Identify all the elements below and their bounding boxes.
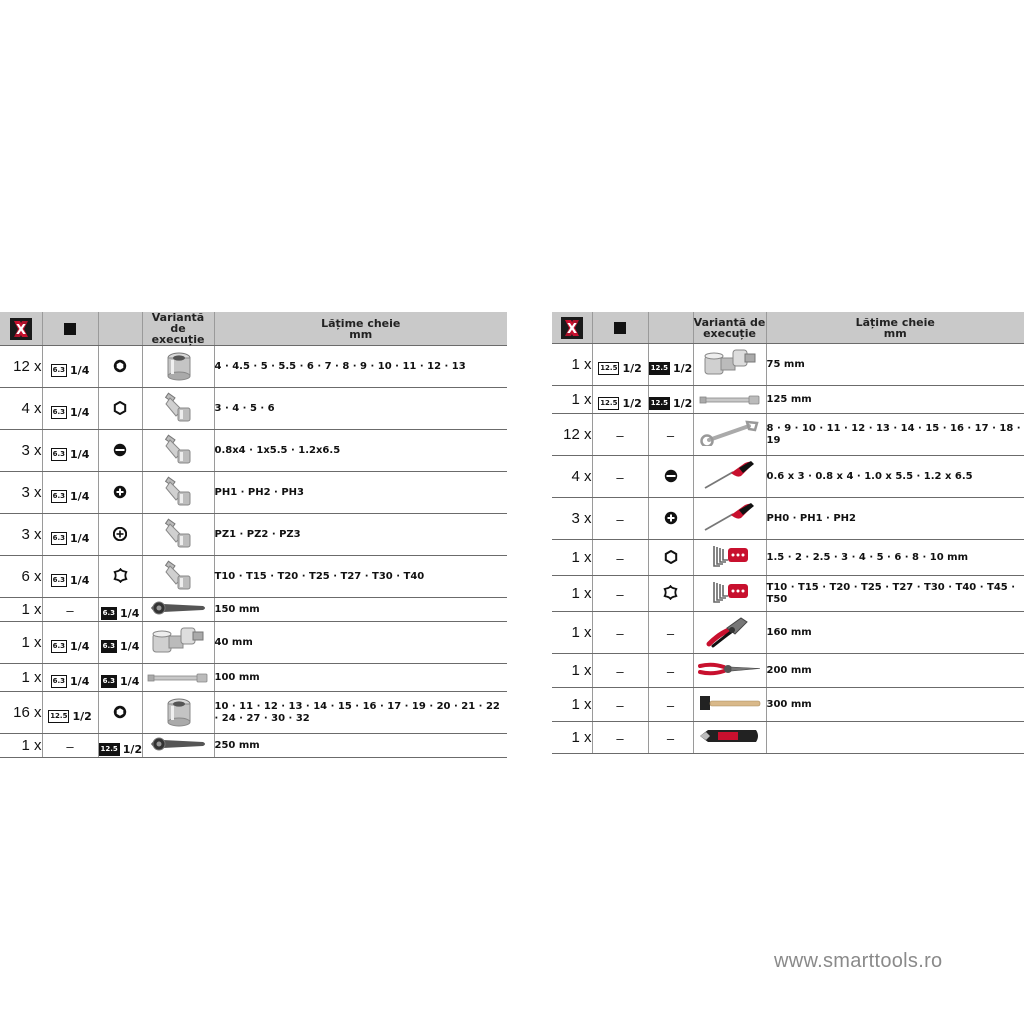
- phillips-icon: [113, 484, 127, 503]
- tip-cell: [648, 456, 693, 498]
- table-row: [552, 414, 1024, 456]
- size-spec: 125 mm: [766, 386, 1024, 414]
- bit-socket-icon: [158, 474, 198, 512]
- drive-fraction: 1/2: [622, 361, 642, 375]
- quantity: 1 x: [552, 654, 592, 688]
- tool-image-cell: [142, 692, 214, 734]
- drive-fraction: 1/4: [70, 447, 90, 461]
- size-spec: [766, 722, 1024, 754]
- drive-size-badge: [51, 640, 90, 653]
- hex-ring-icon: [664, 549, 678, 568]
- table-row: [552, 540, 1024, 576]
- table-row: [0, 556, 507, 598]
- header-width: [766, 312, 1024, 344]
- tool-image-cell: [142, 472, 214, 514]
- drive-size-value: 6.3: [51, 406, 67, 419]
- drive-size-value: 12.5: [598, 362, 619, 375]
- drive-cell: [42, 622, 98, 664]
- quantity: 12 x: [0, 346, 42, 388]
- quantity: 1 x: [552, 540, 592, 576]
- square-drive-icon: [614, 322, 626, 334]
- drive-size-value: 6.3: [51, 490, 67, 503]
- drive-size-badge: [51, 675, 90, 688]
- drive-cell: [42, 734, 98, 758]
- table-row: [0, 692, 507, 734]
- drive-size-badge: [51, 574, 90, 587]
- size-spec: 300 mm: [766, 688, 1024, 722]
- tool-image-cell: [693, 612, 766, 654]
- table-row: [552, 722, 1024, 754]
- table-row: [552, 688, 1024, 722]
- hex-socket-icon: [113, 358, 127, 377]
- drive-cell: [42, 346, 98, 388]
- header-empty-cell: [98, 312, 142, 346]
- tip-cell: [98, 734, 142, 758]
- tip-cell: [98, 430, 142, 472]
- brand-x-logo-icon: [561, 317, 583, 339]
- table-row: [0, 664, 507, 692]
- drive-size-badge: [51, 406, 90, 419]
- drive-size-value: 6.3: [101, 607, 117, 620]
- tip-cell: [98, 346, 142, 388]
- drive-size-value: 6.3: [101, 675, 117, 688]
- drive-size-badge: [51, 364, 90, 377]
- header-width: [214, 312, 507, 346]
- tip-cell: [98, 472, 142, 514]
- quantity: 1 x: [552, 722, 592, 754]
- drive-cell: [592, 414, 648, 456]
- size-spec: PH1 · PH2 · PH3: [214, 472, 507, 514]
- size-spec: 250 mm: [214, 734, 507, 758]
- drive-cell: [42, 388, 98, 430]
- ratchet-icon: [147, 735, 209, 757]
- universal-joint-icon: [701, 346, 759, 384]
- tip-cell: [648, 688, 693, 722]
- tool-image-cell: [693, 498, 766, 540]
- hex-socket-icon: [113, 704, 127, 723]
- tool-image-cell: [693, 386, 766, 414]
- drive-fraction: 1/4: [120, 639, 140, 653]
- drive-size-value: 12.5: [598, 397, 619, 410]
- pozidriv-icon: [113, 526, 127, 545]
- size-spec: PZ1 · PZ2 · PZ3: [214, 514, 507, 556]
- tool-image-cell: [693, 688, 766, 722]
- size-spec: 8 · 9 · 10 · 11 · 12 · 13 · 14 · 15 · 16 · 17 · 18 · 19: [766, 414, 1024, 456]
- drive-cell: [42, 692, 98, 734]
- drive-fraction: 1/4: [70, 489, 90, 503]
- extension-bar-icon: [147, 669, 209, 688]
- drive-size-badge: [51, 448, 90, 461]
- tip-cell: [648, 386, 693, 414]
- square-drive-icon: [64, 323, 76, 335]
- quantity: 1 x: [552, 688, 592, 722]
- size-spec: 150 mm: [214, 598, 507, 622]
- slotted-icon: [113, 442, 127, 461]
- screwdriver-icon: [699, 458, 761, 496]
- tip-cell: [98, 598, 142, 622]
- table-row: [552, 498, 1024, 540]
- empty-dash: –: [66, 739, 74, 754]
- quantity: 1 x: [552, 576, 592, 612]
- tip-cell: [648, 612, 693, 654]
- drive-cell: [592, 612, 648, 654]
- empty-dash: –: [616, 551, 624, 566]
- drive-cell: [42, 472, 98, 514]
- drive-cell: [42, 514, 98, 556]
- tip-cell: [648, 722, 693, 754]
- drive-size-badge-filled: [101, 607, 140, 620]
- drive-fraction: 1/4: [120, 606, 140, 620]
- tool-image-cell: [142, 622, 214, 664]
- drive-size-badge-filled: [101, 675, 140, 688]
- quantity: 1 x: [0, 664, 42, 692]
- size-spec: 0.8x4 · 1x5.5 · 1.2x6.5: [214, 430, 507, 472]
- drive-fraction: 1/4: [70, 639, 90, 653]
- tool-image-cell: [142, 514, 214, 556]
- table-row: [0, 388, 507, 430]
- drive-cell: [592, 688, 648, 722]
- drive-cell: [42, 664, 98, 692]
- table-header: [0, 312, 507, 346]
- tip-cell: [648, 654, 693, 688]
- header-empty-cell: [648, 312, 693, 344]
- tool-image-cell: [142, 734, 214, 758]
- quantity: 1 x: [0, 734, 42, 758]
- header-drive-cell: [592, 312, 648, 344]
- header-unit-label: mm: [349, 327, 373, 341]
- header-unit-label: mm: [883, 326, 907, 340]
- drive-fraction: 1/4: [70, 573, 90, 587]
- empty-dash: –: [616, 470, 624, 485]
- drive-cell: [592, 722, 648, 754]
- tip-cell: [98, 692, 142, 734]
- empty-dash: –: [666, 664, 675, 679]
- slotted-icon: [664, 468, 678, 487]
- quantity: 4 x: [552, 456, 592, 498]
- empty-dash: –: [616, 512, 624, 527]
- size-spec: T10 · T15 · T20 · T25 · T27 · T30 · T40: [214, 556, 507, 598]
- utility-knife-icon: [698, 726, 762, 750]
- drive-size-badge-filled: [101, 640, 140, 653]
- universal-joint-icon: [149, 624, 207, 662]
- torx-icon: [663, 585, 678, 604]
- quantity: 1 x: [0, 622, 42, 664]
- quantity: 1 x: [552, 386, 592, 414]
- tip-cell: [648, 576, 693, 612]
- table-row: [0, 430, 507, 472]
- parts-table-right: [552, 312, 1024, 754]
- bit-socket-icon: [158, 390, 198, 428]
- quantity: 4 x: [0, 388, 42, 430]
- hex-ring-icon: [113, 400, 127, 419]
- bit-socket-icon: [158, 432, 198, 470]
- drive-size-badge-filled: [649, 362, 693, 375]
- empty-dash: –: [616, 428, 624, 443]
- quantity: 1 x: [0, 598, 42, 622]
- drive-size-value: 6.3: [51, 364, 67, 377]
- quantity: 3 x: [0, 430, 42, 472]
- size-spec: 10 · 11 · 12 · 13 · 14 · 15 · 16 · 17 · 19 · 20 · 21 · 22 · 24 · 27 · 30 · 32: [214, 692, 507, 734]
- empty-dash: –: [666, 731, 675, 746]
- hex-key-set-icon: [708, 542, 752, 574]
- table-row: [552, 344, 1024, 386]
- svg-text:X: X: [566, 321, 577, 337]
- empty-dash: –: [666, 626, 675, 641]
- header-width-label: Lățime cheie: [321, 316, 401, 330]
- drive-fraction: 1/4: [70, 531, 90, 545]
- quantity: 3 x: [0, 514, 42, 556]
- drive-cell: [592, 498, 648, 540]
- drive-size-value: 12.5: [99, 743, 120, 756]
- table-row: [0, 622, 507, 664]
- drive-cell: [592, 456, 648, 498]
- header-brand-cell: [0, 312, 42, 346]
- tool-image-cell: [693, 414, 766, 456]
- empty-dash: –: [666, 428, 675, 443]
- phillips-icon: [664, 510, 678, 529]
- drive-size-value: 6.3: [51, 532, 67, 545]
- drive-size-badge: [51, 490, 90, 503]
- drive-size-badge: [598, 362, 642, 375]
- hammer-icon: [698, 693, 762, 717]
- empty-dash: –: [616, 698, 624, 713]
- table-row: [552, 456, 1024, 498]
- table-row: [0, 734, 507, 758]
- tip-cell: [648, 414, 693, 456]
- drive-fraction: 1/2: [672, 361, 693, 375]
- size-spec: T10 · T15 · T20 · T25 · T27 · T30 · T40 · T45 · T50: [766, 576, 1024, 612]
- drive-size-value: 12.5: [48, 710, 69, 723]
- empty-dash: –: [66, 603, 74, 618]
- extension-bar-icon: [699, 391, 761, 410]
- tool-image-cell: [142, 598, 214, 622]
- tool-image-cell: [142, 430, 214, 472]
- header-brand-cell: [552, 312, 592, 344]
- drive-fraction: 1/2: [122, 742, 143, 756]
- drive-size-value: 6.3: [51, 640, 67, 653]
- quantity: 1 x: [552, 344, 592, 386]
- drive-cell: [42, 430, 98, 472]
- empty-dash: –: [616, 626, 624, 641]
- tip-cell: [648, 498, 693, 540]
- drive-cell: [592, 654, 648, 688]
- table-row: [552, 576, 1024, 612]
- website-watermark: www.smarttools.ro: [774, 950, 943, 972]
- drive-cell: [42, 556, 98, 598]
- drive-fraction: 1/4: [70, 363, 90, 377]
- hex-key-set-icon: [708, 578, 752, 610]
- size-spec: 0.6 x 3 · 0.8 x 4 · 1.0 x 5.5 · 1.2 x 6.5: [766, 456, 1024, 498]
- table-header: [552, 312, 1024, 344]
- tool-image-cell: [693, 576, 766, 612]
- table-row: [552, 654, 1024, 688]
- tool-image-cell: [693, 654, 766, 688]
- quantity: 12 x: [552, 414, 592, 456]
- header-variant: [693, 312, 766, 344]
- header-width-label: Lățime cheie: [855, 315, 935, 329]
- side-cutter-icon: [705, 614, 755, 652]
- parts-table-left: [0, 312, 507, 758]
- size-spec: PH0 · PH1 · PH2: [766, 498, 1024, 540]
- quantity: 3 x: [0, 472, 42, 514]
- screwdriver-icon: [699, 500, 761, 538]
- tool-image-cell: [693, 456, 766, 498]
- size-spec: 200 mm: [766, 654, 1024, 688]
- table-row: [0, 472, 507, 514]
- socket-icon: [158, 348, 198, 386]
- size-spec: 160 mm: [766, 612, 1024, 654]
- size-spec: 3 · 4 · 5 · 6: [214, 388, 507, 430]
- drive-size-badge-filled: [649, 397, 693, 410]
- size-spec: 75 mm: [766, 344, 1024, 386]
- tip-cell: [648, 540, 693, 576]
- header-variant-label: Variantă de execuție: [151, 311, 205, 346]
- svg-text:X: X: [15, 322, 26, 338]
- drive-fraction: 1/2: [672, 396, 693, 410]
- bit-socket-icon: [158, 558, 198, 596]
- brand-x-logo-icon: [10, 318, 32, 340]
- drive-size-badge: [48, 710, 92, 723]
- socket-icon: [158, 694, 198, 732]
- torx-icon: [113, 568, 128, 587]
- drive-size-value: 12.5: [649, 362, 670, 375]
- drive-fraction: 1/2: [72, 709, 92, 723]
- drive-size-value: 12.5: [649, 397, 670, 410]
- table-row: [552, 612, 1024, 654]
- tool-image-cell: [693, 722, 766, 754]
- drive-fraction: 1/4: [70, 674, 90, 688]
- tip-cell: [98, 388, 142, 430]
- drive-fraction: 1/4: [120, 674, 140, 688]
- tool-image-cell: [142, 664, 214, 692]
- table-row: [552, 386, 1024, 414]
- quantity: 6 x: [0, 556, 42, 598]
- size-spec: 1.5 · 2 · 2.5 · 3 · 4 · 5 · 6 · 8 · 10 mm: [766, 540, 1024, 576]
- drive-size-value: 6.3: [101, 640, 117, 653]
- tip-cell: [648, 344, 693, 386]
- drive-fraction: 1/2: [622, 396, 642, 410]
- drive-size-value: 6.3: [51, 675, 67, 688]
- empty-dash: –: [666, 698, 675, 713]
- empty-dash: –: [616, 587, 624, 602]
- drive-size-value: 6.3: [51, 574, 67, 587]
- empty-dash: –: [616, 731, 624, 746]
- table-row: [0, 514, 507, 556]
- header-variant-label: Variantă de execuție: [693, 315, 766, 340]
- size-spec: 4 · 4.5 · 5 · 5.5 · 6 · 7 · 8 · 9 · 10 · 11 · 12 · 13: [214, 346, 507, 388]
- table-row: [0, 346, 507, 388]
- combination-wrench-icon: [699, 420, 761, 450]
- drive-size-value: 6.3: [51, 448, 67, 461]
- drive-size-badge: [598, 397, 642, 410]
- tool-image-cell: [142, 556, 214, 598]
- size-spec: 40 mm: [214, 622, 507, 664]
- empty-dash: –: [616, 664, 624, 679]
- tool-image-cell: [142, 346, 214, 388]
- drive-cell: [592, 576, 648, 612]
- tip-cell: [98, 664, 142, 692]
- quantity: 3 x: [552, 498, 592, 540]
- long-nose-pliers-icon: [698, 660, 762, 682]
- drive-size-badge-filled: [99, 743, 143, 756]
- header-variant: [142, 312, 214, 346]
- tool-image-cell: [693, 540, 766, 576]
- table-row: [0, 598, 507, 622]
- size-spec: 100 mm: [214, 664, 507, 692]
- bit-socket-icon: [158, 516, 198, 554]
- drive-cell: [592, 344, 648, 386]
- tool-image-cell: [142, 388, 214, 430]
- drive-cell: [592, 386, 648, 414]
- tip-cell: [98, 622, 142, 664]
- drive-cell: [42, 598, 98, 622]
- ratchet-icon: [147, 599, 209, 621]
- quantity: 1 x: [552, 612, 592, 654]
- tip-cell: [98, 514, 142, 556]
- header-drive-cell: [42, 312, 98, 346]
- drive-size-badge: [51, 532, 90, 545]
- tip-cell: [98, 556, 142, 598]
- tool-image-cell: [693, 344, 766, 386]
- drive-fraction: 1/4: [70, 405, 90, 419]
- drive-cell: [592, 540, 648, 576]
- quantity: 16 x: [0, 692, 42, 734]
